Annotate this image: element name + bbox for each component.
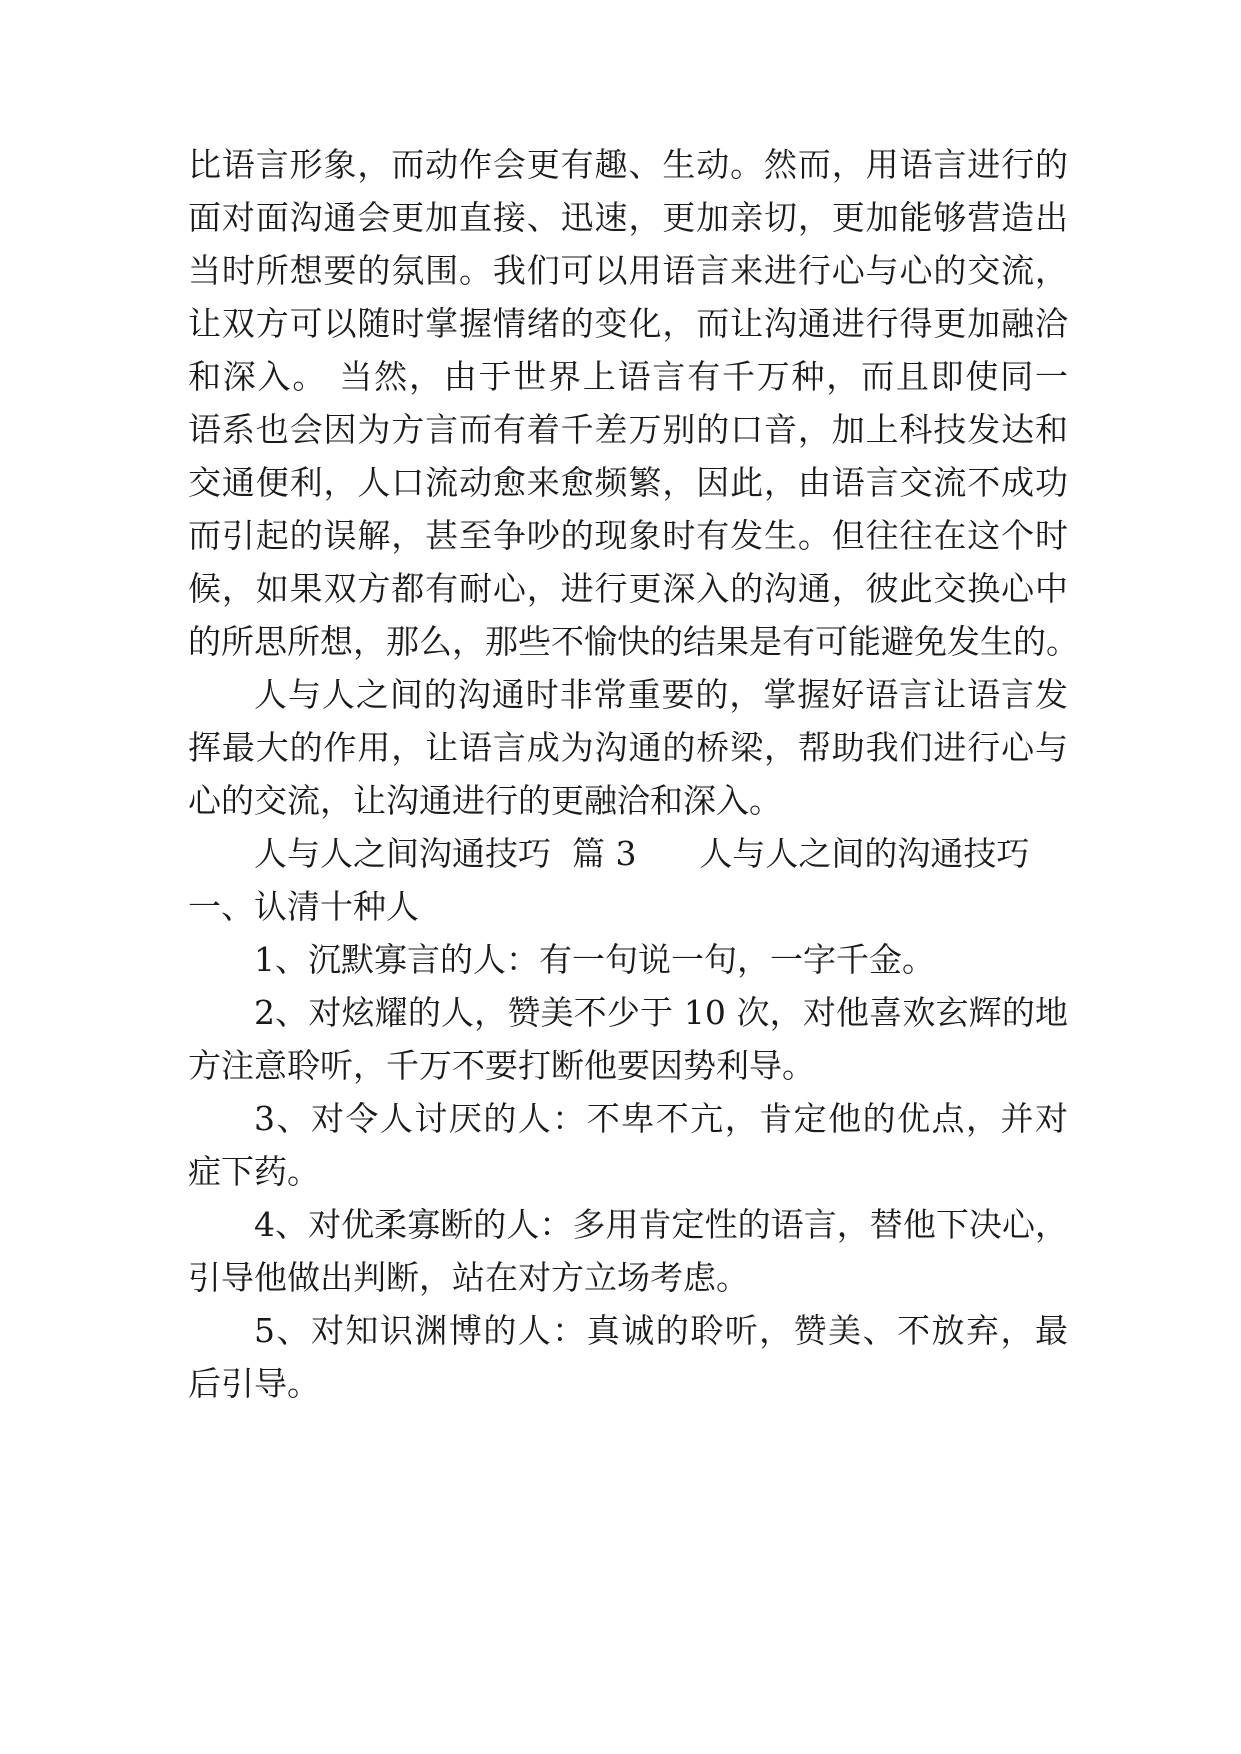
- list-item-continuation: 引导他做出判断，站在对方立场考虑。: [188, 1258, 749, 1297]
- paragraph-line: 而引起的误解，甚至争吵的现象时有发生。但往往在这个时: [188, 516, 1068, 555]
- list-item: 3、对令人讨厌的人：不卑不亢，肯定他的优点，并对: [254, 1099, 1068, 1138]
- paragraph-line: 和深入。 当然，由于世界上语言有千万种，而且即使同一: [188, 357, 1068, 396]
- paragraph-line: 语系也会因为方言而有着千差万别的口音，加上科技发达和: [188, 410, 1068, 449]
- list-item-continuation: 方注意聆听，千万不要打断他要因势利导。: [188, 1046, 815, 1085]
- list-item: 5、对知识渊博的人：真诚的聆听，赞美、不放弃，最: [254, 1311, 1068, 1350]
- list-item: 1、沉默寡言的人：有一句说一句，一字千金。: [254, 940, 935, 979]
- list-item: 2、对炫耀的人，赞美不少于 10 次，对他喜欢玄辉的地: [254, 993, 1068, 1032]
- paragraph-line: 心的交流，让沟通进行的更融洽和深入。: [188, 781, 782, 820]
- section-subheading: 一、认清十种人: [188, 887, 419, 926]
- paragraph-line: 当时所想要的氛围。我们可以用语言来进行心与心的交流，: [188, 251, 1068, 290]
- list-item: 4、对优柔寡断的人：多用肯定性的语言，替他下决心，: [254, 1205, 1068, 1244]
- list-item-continuation: 症下药。: [188, 1152, 320, 1191]
- paragraph-line: 面对面沟通会更加直接、迅速，更加亲切，更加能够营造出: [188, 198, 1068, 237]
- section-heading: 人与人之间沟通技巧 篇 3 人与人之间的沟通技巧: [254, 834, 1030, 873]
- paragraph-line: 的所思所想，那么，那些不愉快的结果是有可能避免发生的。: [188, 622, 1079, 661]
- list-item-continuation: 后引导。: [188, 1364, 320, 1403]
- paragraph-line: 候，如果双方都有耐心，进行更深入的沟通，彼此交换心中: [188, 569, 1068, 608]
- paragraph-line: 挥最大的作用，让语言成为沟通的桥梁，帮助我们进行心与: [188, 728, 1068, 767]
- paragraph-line: 比语言形象，而动作会更有趣、生动。然而，用语言进行的: [188, 145, 1068, 184]
- paragraph-line: 交通便利，人口流动愈来愈频繁，因此，由语言交流不成功: [188, 463, 1068, 502]
- paragraph-line: 让双方可以随时掌握情绪的变化，而让沟通进行得更加融洽: [188, 304, 1068, 343]
- paragraph-line: 人与人之间的沟通时非常重要的，掌握好语言让语言发: [254, 675, 1068, 714]
